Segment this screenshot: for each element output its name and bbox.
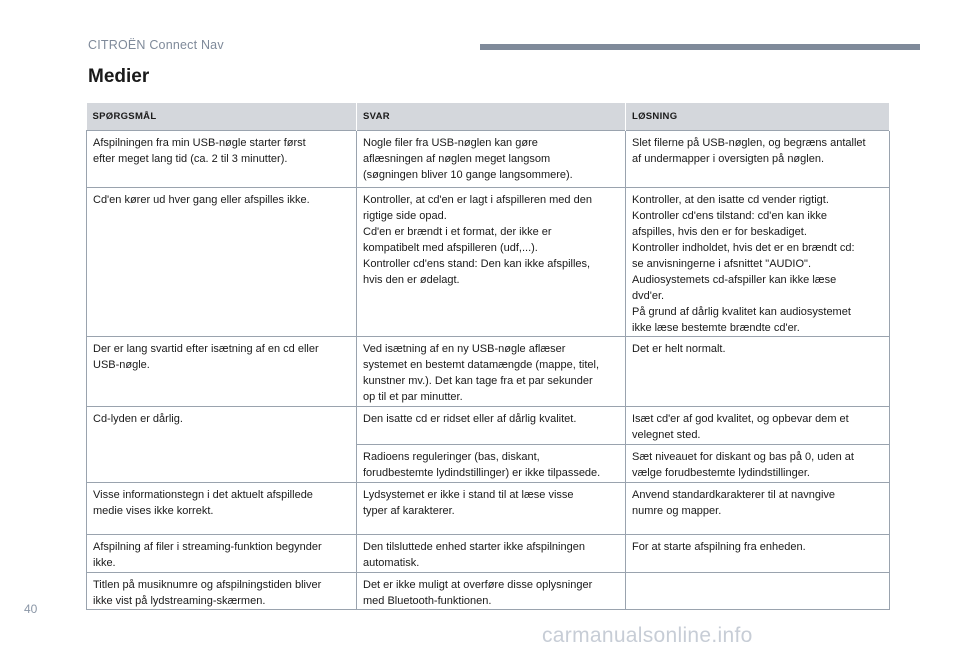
answer-cell: Det er ikke muligt at overføre disse oplysninger med Bluetooth-funktionen. — [357, 573, 626, 610]
page-title: Medier — [88, 66, 150, 87]
answer-cell: Nogle filer fra USB-nøglen kan gøre aflæsningen af nøglen meget langsom (søgningen bliver 10 gange langsommere). — [357, 131, 626, 188]
table-row — [87, 407, 890, 445]
solution-cell: Isæt cd'er af god kvalitet, og opbevar dem et velegnet sted. — [626, 407, 890, 445]
solution-cell: Slet filerne på USB-nøglen, og begræns antallet af undermapper i oversigten på nøglen. — [626, 131, 890, 188]
table-row — [87, 131, 890, 188]
table-header-row — [87, 103, 890, 131]
page-number: 40 — [24, 602, 38, 616]
solution-cell: Anvend standardkarakterer til at navngive numre og mapper. — [626, 483, 890, 535]
answer-cell: Den isatte cd er ridset eller af dårlig kvalitet. — [357, 407, 626, 445]
table-row — [87, 337, 890, 407]
question-cell: Visse informationstegn i det aktuelt afspillede medie vises ikke korrekt. — [87, 483, 357, 535]
table-row — [87, 483, 890, 535]
question-cell: Afspilningen fra min USB-nøgle starter først efter meget lang tid (ca. 2 til 3 minutter). — [87, 131, 357, 188]
answer-cell: Ved isætning af en ny USB-nøgle aflæser systemet en bestemt datamængde (mappe, titel, kunstner mv.). Det kan tage fra et par sekunder op til et par minutter. — [357, 337, 626, 407]
solution-cell: Sæt niveauet for diskant og bas på 0, uden at vælge forudbestemte lydindstillinger. — [626, 445, 890, 483]
question-cell: Cd'en kører ud hver gang eller afspilles ikke. — [87, 188, 357, 337]
question-cell: Titlen på musiknumre og afspilningstiden bliver ikke vist på lydstreaming-skærmen. — [87, 573, 357, 610]
header-title: CITROËN Connect Nav — [88, 38, 224, 52]
question-cell: Cd-lyden er dårlig. — [87, 407, 357, 483]
table-row — [87, 573, 890, 610]
header-bar — [480, 44, 920, 50]
troubleshooting-table — [86, 103, 890, 610]
watermark: carmanualsonline.info — [542, 624, 753, 647]
solution-cell: For at starte afspilning fra enheden. — [626, 535, 890, 573]
column-header-question: SPØRGSMÅL — [87, 103, 357, 131]
answer-cell: Kontroller, at cd'en er lagt i afspilleren med den rigtige side opad. Cd'en er brændt i et format, der ikke er kompatibelt med afspilleren (udf,...). Kontroller cd'ens stand: Den kan ikke afspilles, hvis den er ødelagt. — [357, 188, 626, 337]
answer-cell: Lydsystemet er ikke i stand til at læse visse typer af karakterer. — [357, 483, 626, 535]
table-row — [87, 535, 890, 573]
solution-cell: Det er helt normalt. — [626, 337, 890, 407]
answer-cell: Radioens reguleringer (bas, diskant, forudbestemte lydindstillinger) er ikke tilpassede. — [357, 445, 626, 483]
column-header-solution: LØSNING — [626, 103, 890, 131]
solution-cell — [626, 573, 890, 610]
question-cell: Afspilning af filer i streaming-funktion begynder ikke. — [87, 535, 357, 573]
solution-cell: Kontroller, at den isatte cd vender rigtigt. Kontroller cd'ens tilstand: cd'en kan ikke afspilles, hvis den er for beskadiget. Kontroller indholdet, hvis det er en brændt cd: se anvisningerne i afsnittet "AUDIO". Audiosystemets cd-afspiller kan ikke læse dvd'er. På grund af dårlig kvalitet kan audiosystemet ikke læse bestemte brændte cd'er. — [626, 188, 890, 337]
table-row — [87, 188, 890, 337]
question-cell: Der er lang svartid efter isætning af en cd eller USB-nøgle. — [87, 337, 357, 407]
answer-cell: Den tilsluttede enhed starter ikke afspilningen automatisk. — [357, 535, 626, 573]
column-header-answer: SVAR — [357, 103, 626, 131]
